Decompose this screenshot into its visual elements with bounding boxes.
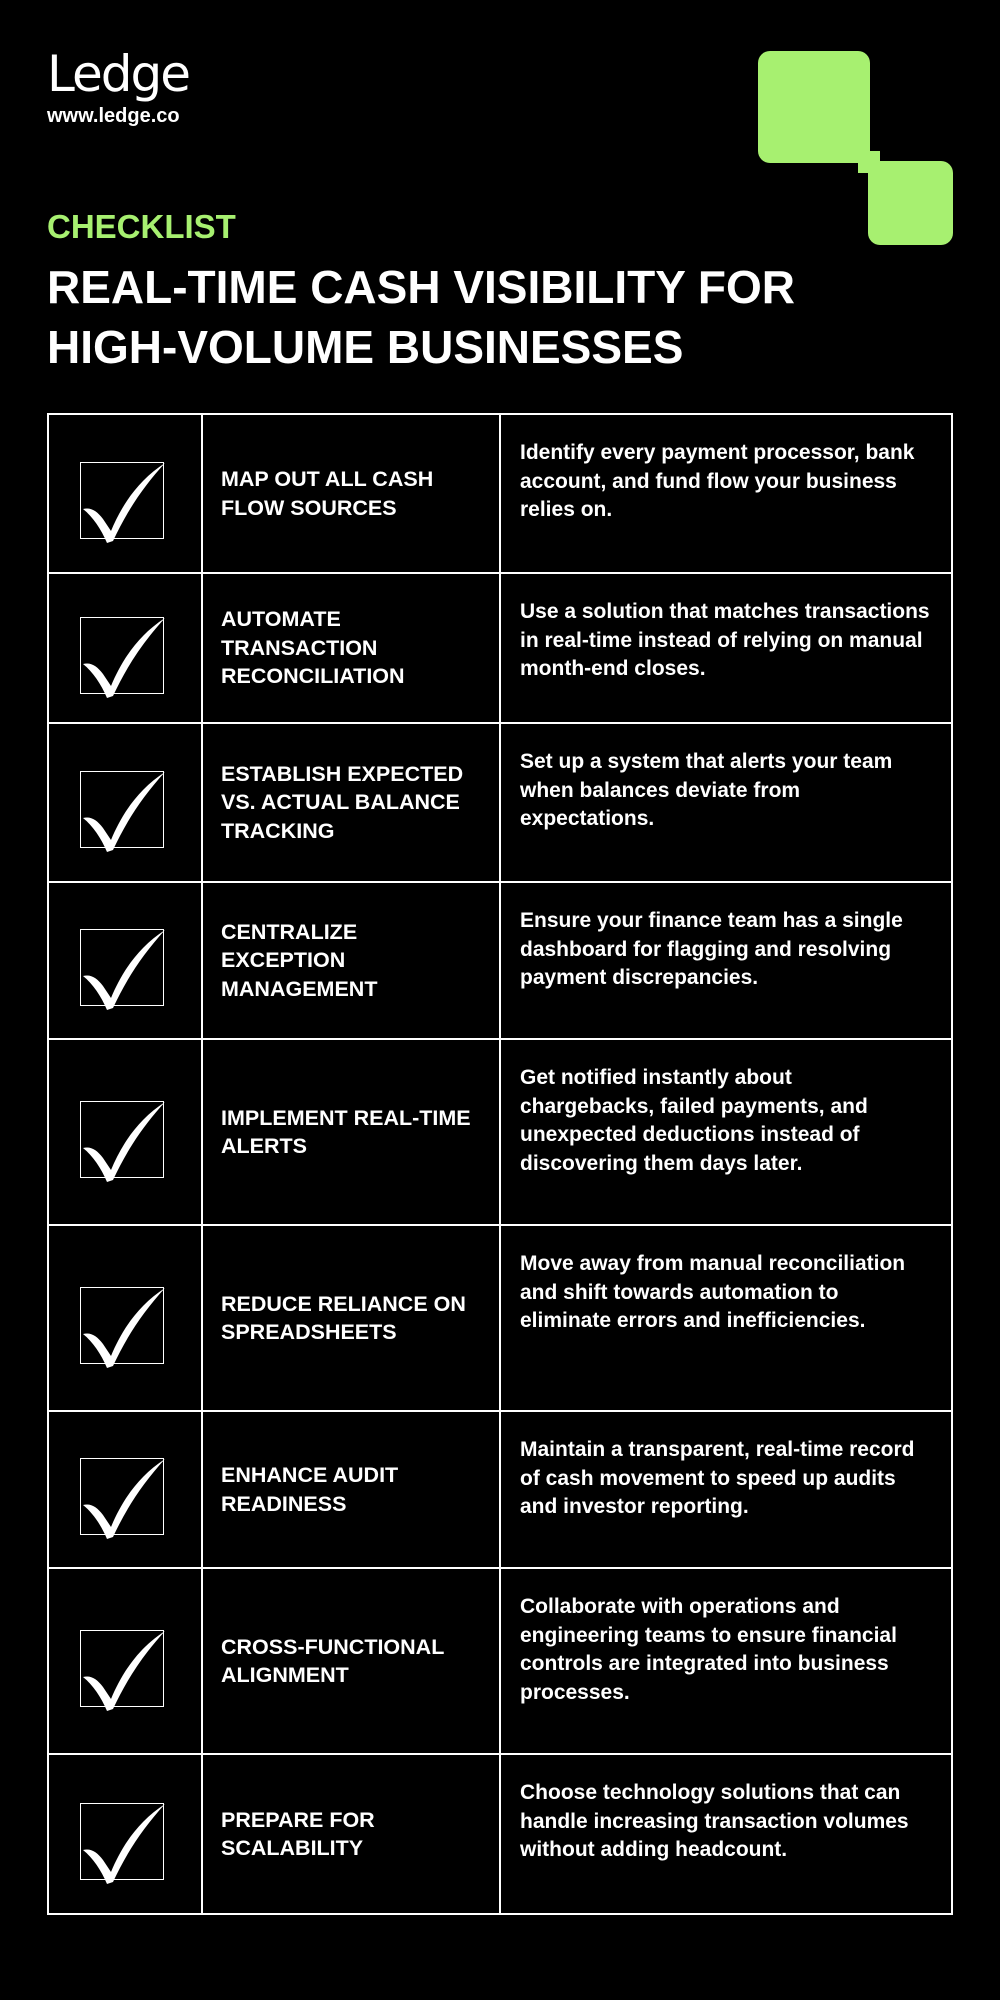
item-description: Collaborate with operations and engineering teams to ensure financial controls are integrated into business processes. [520,1595,897,1704]
decorative-squares-icon [758,51,953,245]
item-description: Identify every payment processor, bank account, and fund flow your business relies on. [520,441,915,521]
item-label-cell [203,724,501,881]
item-description: Use a solution that matches transactions in real-time instead of relying on manual month-end closes. [520,600,930,680]
checkbox [80,1287,164,1364]
item-label: ENHANCE AUDIT READINESS [221,1463,399,1516]
item-description: Get notified instantly about chargebacks, failed payments, and unexpected deductions instead of discovering them days later. [520,1066,868,1175]
checkbox-cell [49,1569,203,1753]
checklist-row [49,415,951,572]
checklist-row [49,1753,951,1913]
checkbox-cell [49,1040,203,1224]
checkbox [80,771,164,848]
checklist-row [49,572,951,722]
checkbox [80,462,164,539]
item-label: MAP OUT ALL CASH FLOW SOURCES [221,467,434,520]
item-description-cell [501,1412,951,1567]
item-label-cell [203,1412,501,1567]
item-description: Ensure your finance team has a single dashboard for flagging and resolving payment discrepancies. [520,909,903,989]
item-description: Maintain a transparent, real-time record of cash movement to speed up audits and investor reporting. [520,1438,915,1518]
item-description-cell [501,574,951,722]
item-label-cell [203,1755,501,1913]
item-label-cell [203,1569,501,1753]
item-label: CROSS-FUNCTIONAL ALIGNMENT [221,1634,444,1687]
checkbox [80,1630,164,1707]
checklist-row [49,1567,951,1753]
item-label-cell [203,883,501,1038]
checkbox-cell [49,724,203,881]
checkbox-cell [49,1226,203,1410]
checkbox [80,1101,164,1178]
checkbox-cell [49,883,203,1038]
brand-block [47,46,189,128]
item-label: PREPARE FOR SCALABILITY [221,1807,375,1860]
website-url: www.ledge.co [47,105,180,127]
eyebrow-label: CHECKLIST [47,208,236,245]
item-label: REDUCE RELIANCE ON SPREADSHEETS [221,1291,466,1344]
item-description-cell [501,883,951,1038]
item-description: Set up a system that alerts your team when balances deviate from expectations. [520,750,893,830]
logo: Ledge [47,45,189,103]
title-line-1: REAL-TIME CASH VISIBILITY FOR [47,261,795,313]
item-description-cell [501,724,951,881]
checklist-row [49,881,951,1038]
title-line-2: HIGH-VOLUME BUSINESSES [47,321,684,373]
checkbox-cell [49,415,203,572]
item-label: IMPLEMENT REAL-TIME ALERTS [221,1105,471,1158]
checkbox [80,617,164,694]
item-description: Choose technology solutions that can handle increasing transaction volumes without adding headcount. [520,1781,909,1861]
checklist-row [49,722,951,881]
page-title [47,257,927,377]
checkbox [80,1458,164,1535]
checklist-row [49,1410,951,1567]
checkbox-cell [49,1412,203,1567]
item-label-cell [203,1040,501,1224]
item-description-cell [501,1569,951,1753]
item-label: AUTOMATE TRANSACTION RECONCILIATION [221,607,405,689]
checklist-row [49,1038,951,1224]
checklist-row [49,1224,951,1410]
checkbox-cell [49,574,203,722]
checkbox [80,929,164,1006]
checkbox-cell [49,1755,203,1913]
item-description-cell [501,415,951,572]
item-label-cell [203,415,501,572]
item-label-cell [203,574,501,722]
checklist-table [47,413,953,1915]
item-description: Move away from manual reconciliation and shift towards automation to eliminate errors and inefficiencies. [520,1252,906,1332]
item-label-cell [203,1226,501,1410]
checkbox [80,1803,164,1880]
item-label: CENTRALIZE EXCEPTION MANAGEMENT [221,919,378,1001]
item-description-cell [501,1226,951,1410]
item-label: ESTABLISH EXPECTED VS. ACTUAL BALANCE TRACKING [221,761,464,843]
item-description-cell [501,1040,951,1224]
item-description-cell [501,1755,951,1913]
